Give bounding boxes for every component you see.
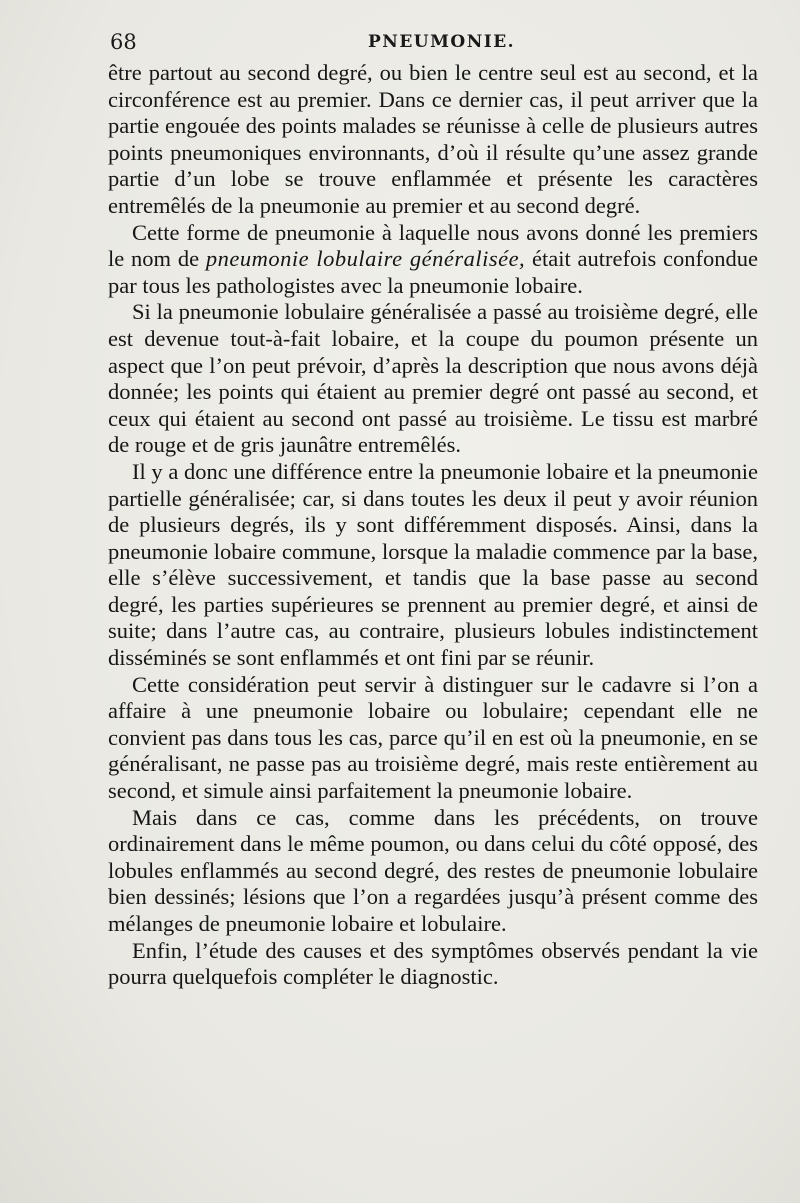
paragraph-1: être partout au second degré, ou bien le centre seul est au second, et la circonférence est au premier. Dans ce dernier cas, il peut arriver que la partie engouée des points malades se réunisse à celle de plusieurs autres points pneumoniques environnants, d’où il résulte qu’une assez grande partie d’un lobe se trouve enflammée et présente les caractères entremêlés de la pneumonie au premier et au second degré. (108, 60, 758, 218)
page-header (110, 30, 750, 56)
page-number: 68 (110, 30, 137, 54)
paragraph-3: Si la pneumonie lobulaire généralisée a passé au troisième degré, elle est devenue tout-à-fait lobaire, et la coupe du poumon présente un aspect que l’on peut prévoir, d’après la description que nous avons déjà donnée; les points qui étaient au premier degré ont passé au second, et ceux qui étaient au second ont passé au troisième. Le tissu est marbré de rouge et de gris jaunâtre entremêlés. (108, 299, 758, 458)
paragraph-6: Mais dans ce cas, comme dans les précédents, on trouve ordinairement dans le même poumon, ou dans celui du côté opposé, des lobules enflammés au second degré, des restes de pneumonie lobulaire bien dessinés; lésions que l’on a regardées jusqu’à présent comme des mélanges de pneumonie lobaire et lobulaire. (108, 804, 758, 936)
paragraph-2 (108, 220, 758, 300)
paragraph-2-before: Cette forme de pneumonie à laquelle nous avons donné les premiers le nom de (108, 219, 758, 272)
body-text (108, 60, 758, 991)
running-head: PNEUMONIE. (368, 32, 516, 52)
paragraph-4: Il y a donc une différence entre la pneumonie lobaire et la pneumonie partielle généralisée; car, si dans toutes les deux il peut y avoir réunion de plusieurs degrés, ils y sont différemment disposés. Ainsi, dans la pneumonie lobaire commune, lorsque la maladie commence par la base, elle s’élève successivement, et tandis que la base passe au second degré, les parties supérieures se prennent au premier degré, et ainsi de suite; dans l’autre cas, au contraire, plusieurs lobules indistinctement disséminés se sont enflammés et ont fini par se réunir. (108, 458, 758, 671)
paragraph-2-italic-term: pneumonie lobulaire généralisée, (205, 246, 526, 272)
paragraph-2-after: était autrefois confondue par tous les pathologistes avec la pneumonie lobaire. (108, 246, 758, 298)
paragraph-7: Enfin, l’étude des causes et des symptômes observés pendant la vie pourra quelquefois compléter le diagnostic. (108, 937, 758, 990)
paragraph-5: Cette considération peut servir à distinguer sur le cadavre si l’on a affaire à une pneumonie lobaire ou lobulaire; cependant elle ne convient pas dans tous les cas, parce qu’il en est où la pneumonie, en se généralisant, ne passe pas au troisième degré, mais reste entièrement au second, et simule ainsi parfaitement la pneumonie lobaire. (108, 671, 758, 804)
